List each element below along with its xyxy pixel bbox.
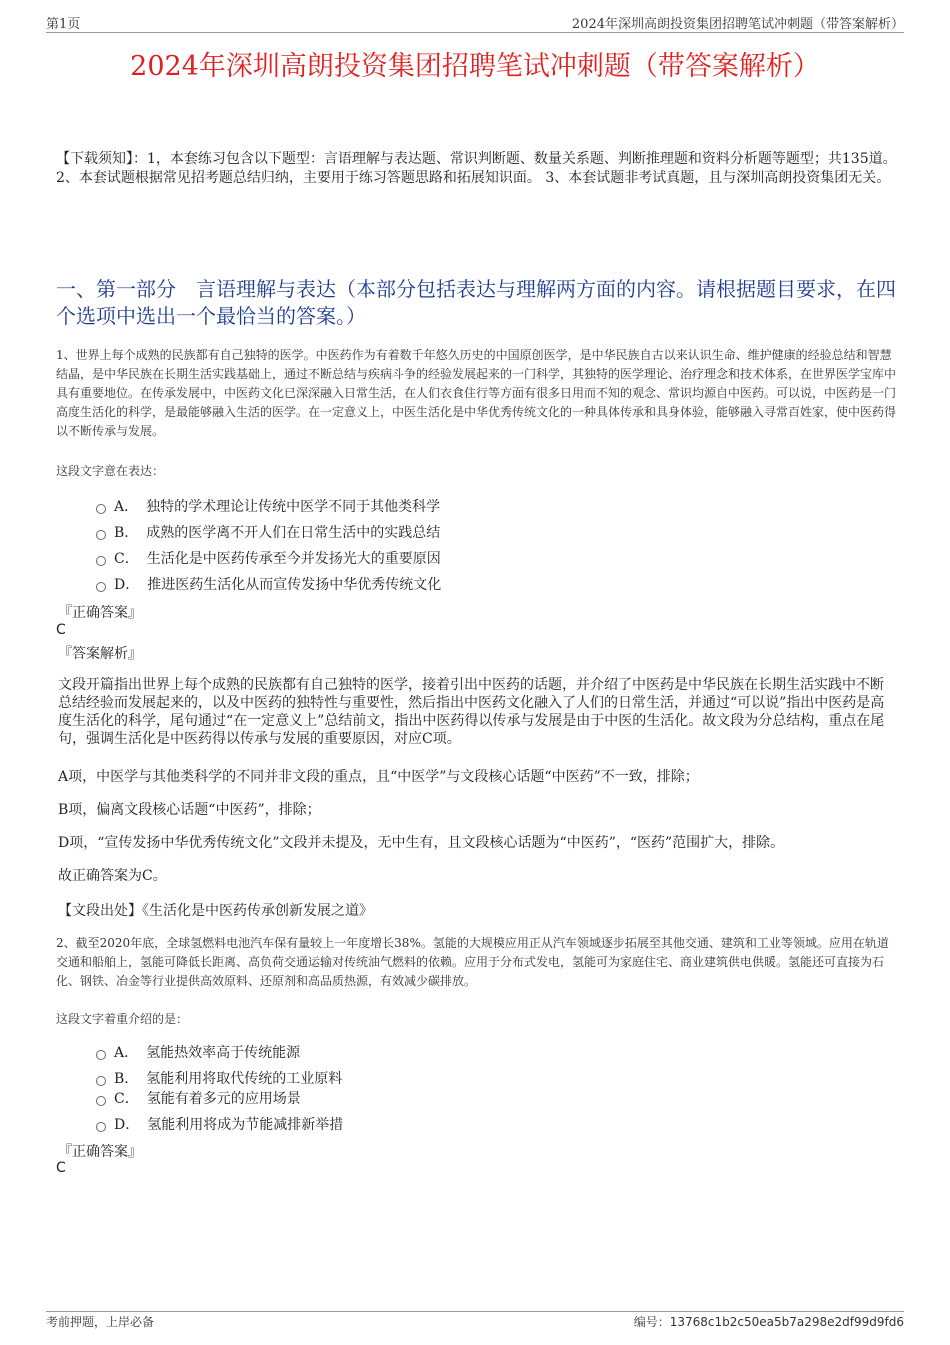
question-1-option-a[interactable]: A． 独特的学术理论让传统中医学不同于其他类科学	[96, 496, 440, 516]
radio-icon[interactable]	[96, 1076, 106, 1086]
question-1-option-b[interactable]: B． 成熟的医学离不开人们在日常生活中的实践总结	[96, 522, 440, 542]
question-2-stem: 这段文字着重介绍的是：	[56, 1012, 189, 1026]
question-1-note-d: D项，“宣传发扬中华优秀传统文化”文段并未提及，无中生有，且文段核心话题为“中医药”，“医药”范围扩大，排除。	[58, 835, 785, 851]
radio-icon[interactable]	[96, 1050, 106, 1060]
question-2-answer: C	[56, 1160, 66, 1176]
page-header	[46, 14, 904, 33]
question-1-stem: 这段文字意在表达：	[56, 464, 165, 478]
question-2-option-c[interactable]: C． 氢能有着多元的应用场景	[96, 1088, 301, 1108]
question-2-option-a[interactable]: A． 氢能热效率高于传统能源	[96, 1042, 300, 1062]
footer-doc-id: 编号：13768c1b2c50ea5b7a298e2df99d9fd6	[633, 1315, 904, 1329]
radio-icon[interactable]	[96, 1096, 106, 1106]
question-2-answer-label: 『正确答案』	[58, 1144, 142, 1160]
question-1-analysis: 文段开篇指出世界上每个成熟的民族都有自己独特的医学，接着引出中医药的话题，并介绍了中医药是中华民族在长期生活实践中不断总结经验而发展起来的，以及中医药的独特性与重要性，然后指出中医药文化融入了人们的日常生活，并通过“可以说”指出中医药是高度生活化的科学，尾句通过“在一定意义上”总结前文，指出中医药得以传承与发展是由于中医的生活化。故文段为分总结构，重点在尾句，强调生活化是中医药得以传承与发展的重要原因，对应C项。	[58, 677, 885, 747]
header-doc-title: 2024年深圳高朗投资集团招聘笔试冲刺题（带答案解析）	[571, 17, 904, 32]
page-number: 第1页	[46, 17, 81, 32]
download-notice: 【下载须知】：1，本套练习包含以下题型：言语理解与表达题、常识判断题、数量关系题、判断推理题和资料分析题等题型；共135道。 2、本套试题根据常见招考题总结归纳，主要用于练习答题思路和拓展知识面。 3、本套试题非考试真题，且与深圳高朗投资集团无关。	[56, 151, 897, 186]
question-1-analysis-label: 『答案解析』	[58, 646, 142, 662]
question-1-note-a: A项，中医学与其他类科学的不同并非文段的重点，且“中医学”与文段核心话题“中医药”不一致，排除；	[58, 769, 699, 785]
question-1-passage: 1、世界上每个成熟的民族都有自己独特的医学。中医药作为有着数千年悠久历史的中国原创医学，是中华民族自古以来认识生命、维护健康的经验总结和智慧结晶，是中华民族在长期生活实践基础上，通过不断总结与疾病斗争的经验发展起来的一门科学，其独特的医学理论、治疗理念和技术体系，在世界医学宝库中具有重要地位。在传承发展中，中医药文化已深深融入日常生活，在人们衣食住行等方面有很多日用而不知的观念、常识均源自中医药。可以说，中医药是一门高度生活化的科学，是最能够融入生活的医学。在一定意义上，中医生活化是中华优秀传统文化的一种具体传承和具身体验，能够融入寻常百姓家，使中医药得以不断传承与发展。	[56, 348, 897, 438]
radio-icon[interactable]	[96, 504, 106, 514]
section-heading: 一、第一部分 言语理解与表达（本部分包括表达与理解两方面的内容。请根据题目要求，在四个选项中选出一个最恰当的答案。）	[56, 277, 896, 328]
radio-icon[interactable]	[96, 556, 106, 566]
question-2-option-d[interactable]: D． 氢能利用将成为节能减排新举措	[96, 1114, 343, 1134]
question-1-option-d[interactable]: D． 推进医药生活化从而宣传发扬中华优秀传统文化	[96, 574, 441, 594]
question-1-note-b: B项，偏离文段核心话题“中医药”，排除；	[58, 802, 321, 818]
question-1-option-c[interactable]: C． 生活化是中医药传承至今并发扬光大的重要原因	[96, 548, 441, 568]
page-footer	[46, 1311, 904, 1330]
radio-icon[interactable]	[96, 530, 106, 540]
question-1-answer-label: 『正确答案』	[58, 605, 142, 621]
question-1-answer: C	[56, 622, 66, 638]
question-1-conclusion: 故正确答案为C。	[58, 868, 167, 884]
footer-slogan: 考前押题，上岸必备	[46, 1315, 155, 1329]
radio-icon[interactable]	[96, 1122, 106, 1132]
question-2-option-b[interactable]: B． 氢能利用将取代传统的工业原料	[96, 1068, 342, 1088]
question-2-passage: 2、截至2020年底，全球氢燃料电池汽车保有量较上一年度增长38%。氢能的大规模应用正从汽车领域逐步拓展至其他交通、建筑和工业等领域。应用在轨道交通和船舶上，氢能可降低长距离、高负荷交通运输对传统油气燃料的依赖。应用于分布式发电，氢能可为家庭住宅、商业建筑供电供暖。氢能还可直接为石化、钢铁、冶金等行业提供高效原料、还原剂和高品质热源，有效减少碳排放。	[56, 936, 889, 988]
radio-icon[interactable]	[96, 582, 106, 592]
question-1-source: 【文段出处】《生活化是中医药传承创新发展之道》	[58, 903, 373, 919]
page-title: 2024年深圳高朗投资集团招聘笔试冲刺题（带答案解析）	[130, 51, 820, 82]
doc-code: 13768c1b2c50ea5b7a298e2df99d9fd6	[669, 1315, 904, 1329]
